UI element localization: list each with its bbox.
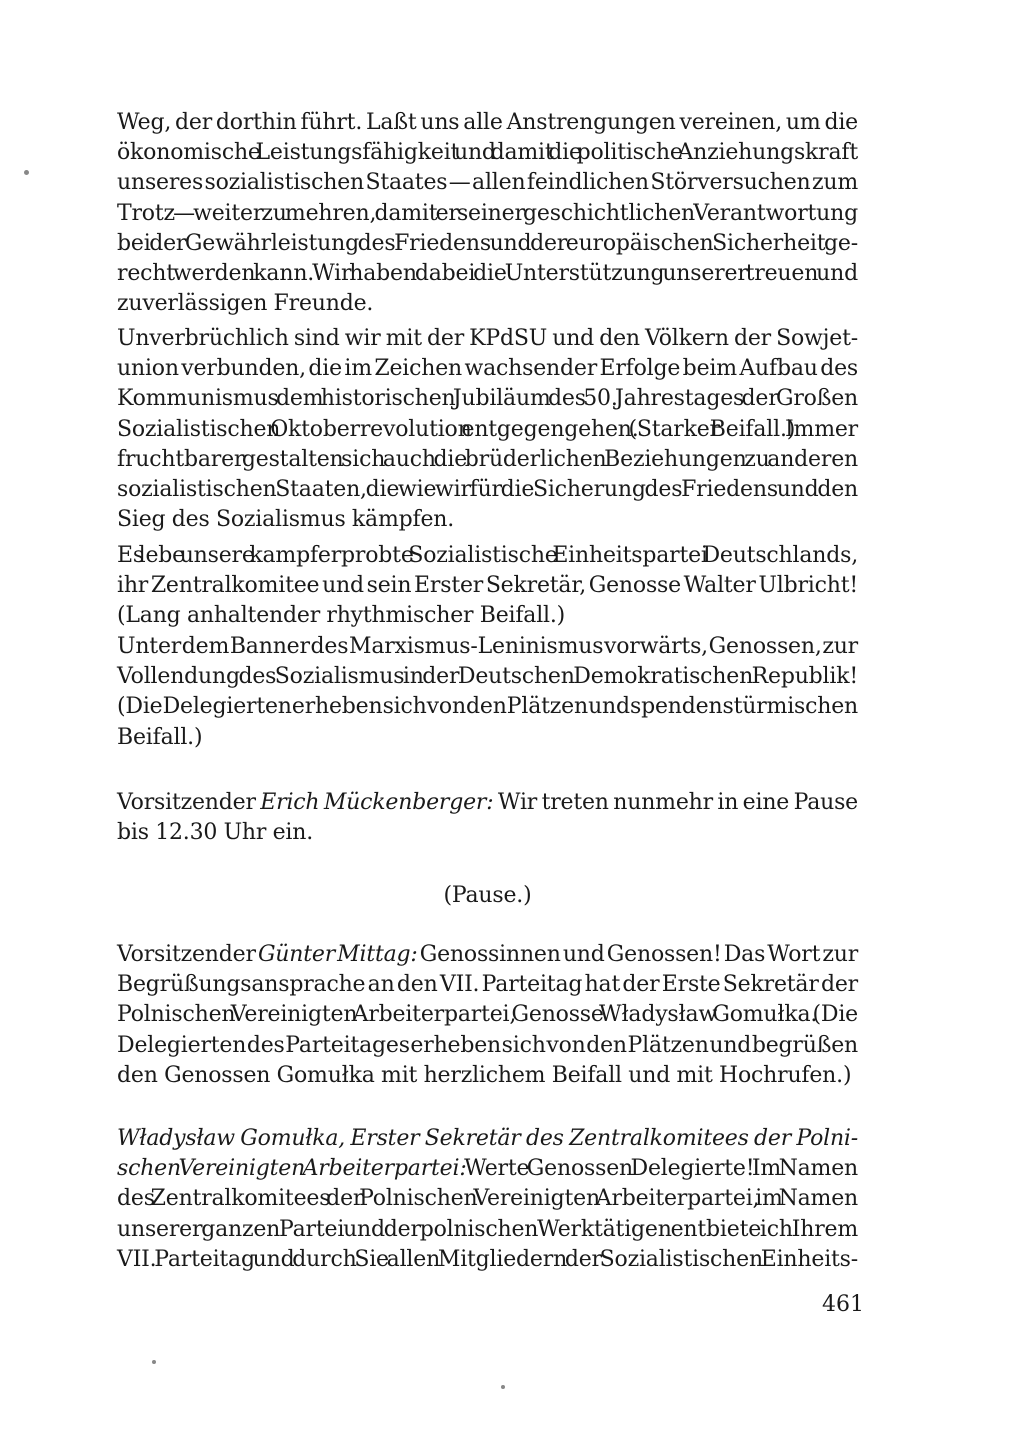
text-line: ökonomische Leistungsfähigkeit und damit die politische Anziehungskraft [117,140,858,166]
paragraph-2 [117,324,858,535]
scan-speck [152,1360,156,1364]
text-line: VII. Parteitag und durch Sie allen Mitgliedern der Sozialistischen Einheits- [117,1246,858,1272]
text-line: den Genossen Gomułka mit herzlichem Beifall und mit Hochrufen.) [117,1062,852,1088]
text-line [117,940,858,970]
text-line: Vollendung des Sozialismus in der Deutschen Demokratischen Republik! [117,664,858,690]
text-line: (Die Delegierten erheben sich von den Plätzen und spenden stürmischen [117,694,858,720]
speaker-text: Wir treten nunmehr in eine Pause [493,790,858,815]
scan-speck [501,1385,505,1389]
paragraph-3 [117,541,858,632]
speaker-text: Werte Genossen Delegierte! Im Namen [466,1156,859,1182]
text-line: Delegierten des Parteitages erheben sich von den Plätzen und begrüßen [117,1032,858,1058]
speaker-prefix: Vorsitzender [117,942,258,967]
text-line: Trotz — weiter zu mehren, damit er seiner geschichtlichen Verantwortung [117,200,858,226]
speaker-name: Władysław Gomułka, Erster Sekretär des Zentralkomitees der Polni- [117,1126,858,1151]
paragraph-6 [117,940,858,1091]
text-line: des Zentralkomitees der Polnischen Vereinigten Arbeiterpartei, im Namen [117,1186,858,1212]
text-line: sozialistischen Staaten, die wie wir für die Sicherung des Friedens und den [117,477,858,503]
paragraph-5 [117,788,858,848]
speaker-name: Erich Mückenberger: [260,790,494,815]
paragraph-7 [117,1124,858,1275]
text-line: unserer ganzen Partei und der polnischen Werktätigen entbiete ich Ihrem [117,1216,858,1242]
text-line: bis 12.30 Uhr ein. [117,820,314,846]
text-line [117,1124,858,1154]
text-line: unseres sozialistischen Staates — allen feindlichen Störversuchen zum [117,170,858,196]
speaker-name: schen Vereinigten Arbeiterpartei: [117,1156,467,1182]
pause-note [117,881,858,911]
paragraph-1 [117,108,858,319]
speaker-name: Günter Mittag: [257,942,418,967]
text-line: recht werden kann. Wir haben dabei die Unterstützung unserer treuen und [117,261,858,287]
scan-speck [24,170,29,175]
speaker-text: Genossinnen und Genossen! Das Wort zur [417,942,859,967]
text-line: zuverlässigen Freunde. [117,291,374,317]
paragraph-4 [117,632,858,753]
pause-text: (Pause.) [443,883,532,908]
text-line: (Lang anhaltender rhythmischer Beifall.) [117,603,566,629]
text-line: Polnischen Vereinigten Arbeiterpartei, Genosse Władysław Gomułka. (Die [117,1002,858,1028]
text-line: Es lebe unsere kampferprobte Sozialistische Einheitspartei Deutschlands, [117,543,858,568]
text-line: Unter dem Banner des Marxismus-Leninismus vorwärts, Genossen, zur [117,634,858,659]
text-line: Sieg des Sozialismus kämpfen. [117,507,455,533]
text-line [117,1154,858,1184]
text-line: Begrüßungsansprache an den VII. Parteitag hat der Erste Sekretär der [117,972,858,998]
speaker-prefix: Vorsitzender [117,790,261,815]
text-line: Beifall.) [117,724,203,750]
text-line: bei der Gewährleistung des Friedens und der europäischen Sicherheit ge- [117,230,858,256]
text-line: fruchtbarer gestalten sich auch die brüderlichen Beziehungen zu anderen [117,446,858,472]
text-line: Sozialistischen Oktoberrevolution entgegengehen. (Starker Beifall.) Immer [117,416,858,442]
text-line: union verbunden, die im Zeichen wachsender Erfolge beim Aufbau des [117,356,858,382]
text-line: Weg, der dorthin führt. Laßt uns alle Anstrengungen vereinen, um die [117,110,858,135]
text-line [117,788,858,818]
text-line: Unverbrüchlich sind wir mit der KPdSU und den Völkern der Sowjet- [117,326,858,351]
text-line: ihr Zentralkomitee und sein Erster Sekretär, Genosse Walter Ulbricht! [117,573,858,599]
text-line: Kommunismus dem historischen Jubiläum des 50. Jahrestages der Großen [117,386,858,412]
page-number: 461 [822,1292,864,1317]
